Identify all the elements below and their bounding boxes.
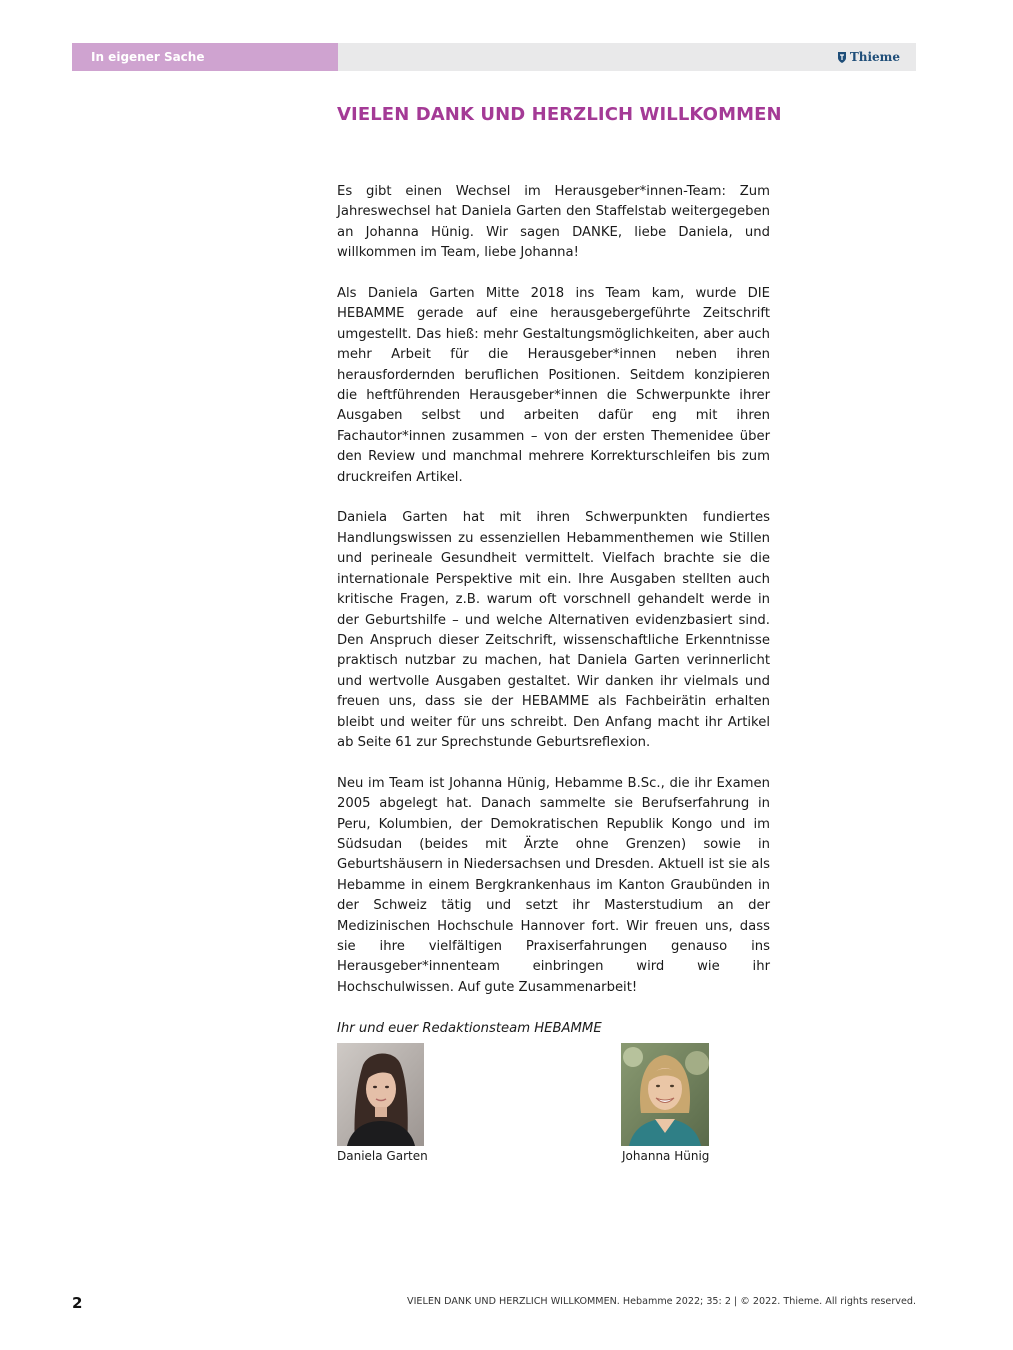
paragraph: Es gibt einen Wechsel im Herausgeber*innen-Team: Zum Jahreswechsel hat Daniela Garten den Staffelstab weitergegeben an Johanna Hünig. Wir sagen DANKE, liebe Daniela, und willkommen im Team, liebe Johanna! bbox=[337, 184, 770, 261]
page-number: 2 bbox=[72, 1294, 83, 1312]
running-header bbox=[72, 43, 916, 71]
paragraph: Als Daniela Garten Mitte 2018 ins Team kam, wurde DIE HEBAMME gerade auf eine herausgebergeführte Zeitschrift umgestellt. Das hieß: mehr Gestaltungsmöglichkeiten, aber auch mehr Arbeit für die Herausgeber*innen neben ihren herausfordernden beruflichen Positionen. Seitdem konzipieren die heftführenden Herausgeber*innen die Schwerpunkte ihrer Ausgaben selbst und arbeiten dafür eng mit ihren Fachautor*innen zusammen – von der ersten Themenidee über den Review und manchmal mehrere Korrekturschleifen bis zum druckreifen Artikel. bbox=[337, 286, 770, 485]
citation-line: VIELEN DANK UND HERZLICH WILLKOMMEN. Hebamme 2022; 35: 2 | © 2022. Thieme. All rights reserved. bbox=[407, 1296, 916, 1307]
paragraph: Neu im Team ist Johanna Hünig, Hebamme B.Sc., die ihr Examen 2005 abgelegt hat. Danach sammelte sie Berufserfahrung in Peru, Kolumbien, der Demokratischen Republik Kongo und im Südsudan (beides mit Ärzte ohne Grenzen) sowie in Geburtshäusern in Niedersachsen und Dresden. Aktuell ist sie als Hebamme in einem Bergkrankenhaus im Kanton Graubünden in der Schweiz tätig und setzt ihr Masterstudium an der Medizinischen Hochschule Hannover fort. Wir freuen uns, dass sie ihre vielfältigen Praxiserfahrungen genauso ins Herausgeber*innenteam einbringen wird wie ihr Hochschulwissen. Auf gute Zusammenarbeit! bbox=[337, 775, 770, 995]
paragraph: Daniela Garten hat mit ihren Schwerpunkten fundiertes Handlungswissen zu essenziellen Hebammenthemen wie Stillen und perineale Gesundheit vermittelt. Vielfach brachte sie die internationale Perspektive mit ein. Ihre Ausgaben stellten auch kritische Fragen, z.B. warum oft vorschnell gehandelt werde in der Geburtshilfe – und welche Alternativen evidenzbasiert sind. Den Anspruch dieser Zeitschrift, wissenschaftliche Erkenntnisse praktisch nutzbar zu machen, hat Daniela Garten verinnerlicht und wertvolle Ausgaben gestaltet. Wir danken ihr vielmals und freuen uns, dass sie der HEBAMME als Fachbeirätin erhalten bleibt und weiter für uns schreibt. Den Anfang macht ihr Artikel ab Seite 61 zur Sprechstunde Geburtsreflexion. bbox=[337, 510, 770, 750]
portrait-caption: Daniela Garten bbox=[337, 1149, 428, 1163]
article-title: VIELEN DANK UND HERZLICH WILLKOMMEN bbox=[337, 104, 782, 125]
thieme-logo-icon bbox=[837, 51, 847, 64]
portrait-caption: Johanna Hünig bbox=[622, 1149, 710, 1163]
publisher-logo bbox=[837, 43, 916, 71]
section-tag: In eigener Sache bbox=[72, 43, 338, 71]
article-body bbox=[337, 182, 770, 1059]
publisher-name: Thieme bbox=[849, 50, 900, 64]
signoff: Ihr und euer Redaktionsteam HEBAMME bbox=[337, 1020, 602, 1036]
portrait-daniela-garten bbox=[337, 1043, 424, 1146]
portrait-johanna-huenig bbox=[621, 1043, 709, 1146]
